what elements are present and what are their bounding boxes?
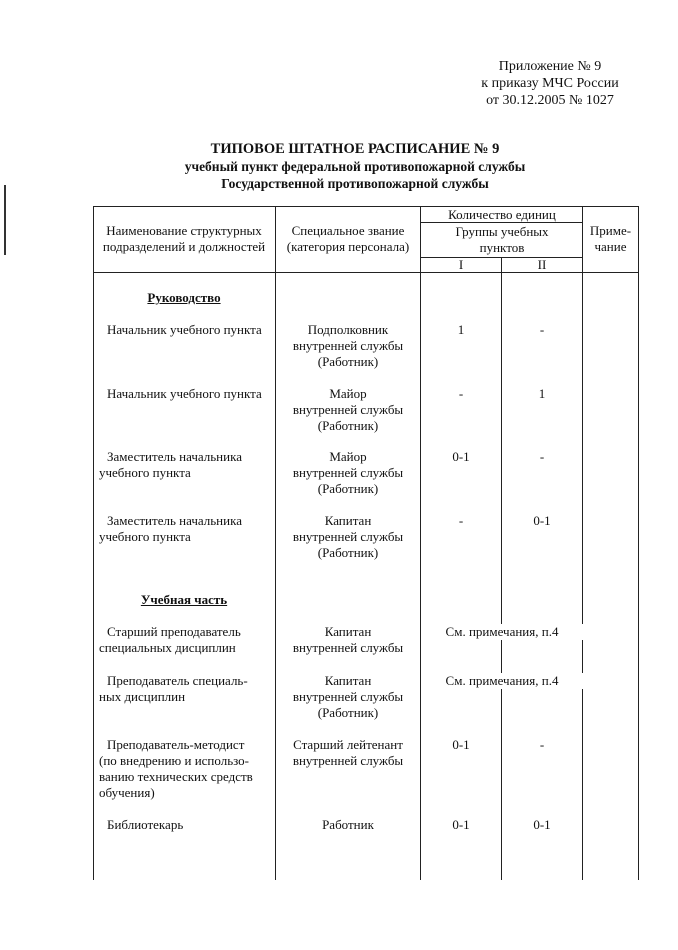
row-5-name: Преподаватель специаль- ных дисциплин: [99, 673, 248, 704]
row-2-group-1: 0-1: [452, 449, 470, 464]
section-title-training: Учебная часть: [140, 592, 228, 607]
title-line-1: ТИПОВОЕ ШТАТНОЕ РАСПИСАНИЕ № 9: [210, 141, 500, 157]
title-line-3: Государственной противопожарной службы: [221, 176, 489, 191]
header-group-1: I: [458, 257, 464, 272]
document-title: [95, 141, 615, 192]
row-0-group-1: 1: [457, 322, 465, 337]
col-divider-3: [582, 206, 583, 880]
row-6-group-1: 0-1: [452, 737, 470, 752]
row-1-group-2: 1: [538, 386, 546, 401]
title-line-2: учебный пункт федеральной противопожарной службы: [184, 159, 526, 174]
header-groups: Группы учебных пунктов: [455, 224, 549, 255]
row-5-qty-note: См. примечания, п.4: [421, 673, 583, 689]
row-0-group-2: -: [539, 322, 545, 337]
header-note: Приме- чание: [589, 223, 632, 254]
table-right-border: [638, 206, 639, 880]
row-3-rank: Капитан внутренней службы (Работник): [292, 513, 404, 560]
row-3-group-1: -: [458, 513, 464, 528]
row-3-group-2: 0-1: [533, 513, 551, 528]
scan-edge-mark: [4, 185, 6, 255]
row-3-name: Заместитель начальника учебного пункта: [99, 513, 242, 544]
appendix-line-3: от 30.12.2005 № 1027: [486, 93, 614, 108]
row-7-rank: Работник: [322, 817, 374, 832]
header-qty: Количество единиц: [448, 207, 556, 222]
row-6-name: Преподаватель-методист (по внедрению и использо- ванию технических средств обучения): [99, 737, 253, 800]
row-0-name: Начальник учебного пункта: [107, 322, 262, 337]
row-5-rank: Капитан внутренней службы (Работник): [292, 673, 404, 720]
row-4-group-divider-stub: [501, 652, 502, 670]
row-1-name: Начальник учебного пункта: [107, 386, 262, 401]
row-2-group-2: -: [539, 449, 545, 464]
col-divider-2: [420, 206, 421, 880]
col-divider-groups: [501, 257, 502, 880]
row-4-name: Старший преподаватель специальных дисциплин: [99, 624, 241, 655]
row-2-name: Заместитель начальника учебного пункта: [99, 449, 242, 480]
header-rank: Специальное звание (категория персонала): [286, 223, 410, 254]
staff-table: [93, 206, 639, 880]
row-0-rank: Подполковник внутренней службы (Работник): [292, 322, 404, 369]
row-6-group-2: -: [539, 737, 545, 752]
row-4-rank: Капитан внутренней службы: [292, 624, 404, 655]
row-6-rank: Старший лейтенант внутренней службы: [292, 737, 404, 768]
header-name: Наименование структурных подразделений и должностей: [102, 223, 266, 254]
row-7-group-1: 0-1: [452, 817, 470, 832]
header-group-2: II: [537, 257, 547, 272]
section-title-management: Руководство: [147, 290, 221, 305]
row-1-group-1: -: [458, 386, 464, 401]
appendix-line-1: Приложение № 9: [498, 59, 602, 74]
appendix-line-2: к приказу МЧС России: [481, 76, 619, 91]
row-7-name: Библиотекарь: [107, 817, 184, 832]
row-4-qty-note: См. примечания, п.4: [421, 624, 583, 640]
row-2-rank: Майор внутренней службы (Работник): [292, 449, 404, 496]
row-7-group-2: 0-1: [533, 817, 551, 832]
row-1-rank: Майор внутренней службы (Работник): [292, 386, 404, 433]
appendix-reference: [470, 58, 630, 109]
